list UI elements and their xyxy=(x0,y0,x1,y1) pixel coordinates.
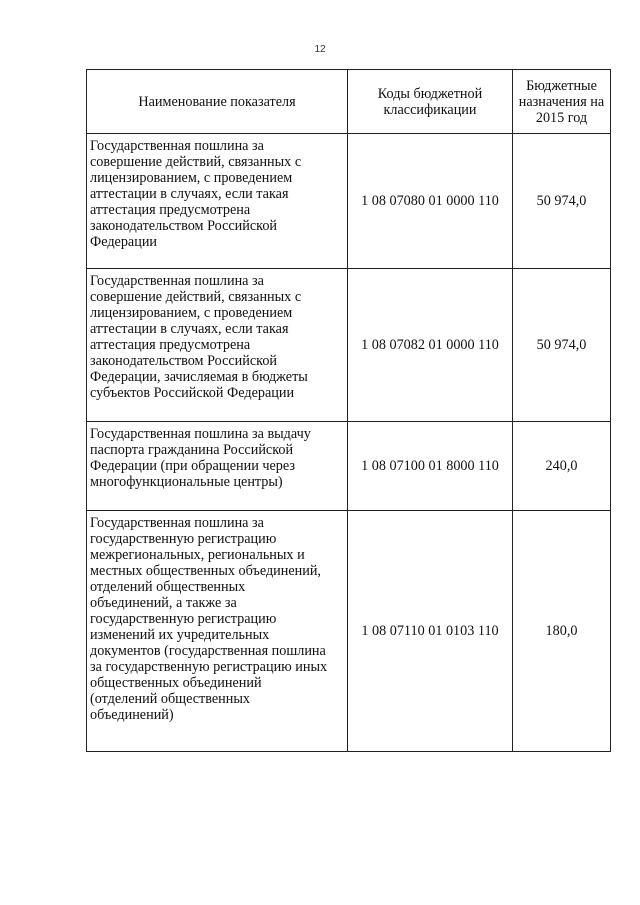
table-row xyxy=(87,511,611,752)
table-row xyxy=(87,422,611,511)
row-code: 1 08 07080 01 0000 110 xyxy=(348,134,513,269)
table-row xyxy=(87,134,611,269)
header-row xyxy=(87,70,611,134)
budget-table xyxy=(86,69,611,752)
row-name: Государственная пошлина за государственную регистрацию межрегиональных, региональных и местных общественных объединений, отделений общественных объединений, а также за государственную регистрацию изменений их учредительных документов (государственная пошлина за государственную регистрацию иных общественных объединений (отделений общественных объединений) xyxy=(87,511,348,752)
page-number: 12 xyxy=(314,44,326,55)
row-value: 240,0 xyxy=(513,422,611,511)
header-budget-assignments: Бюджетные назначения на 2015 год xyxy=(513,70,611,134)
row-code: 1 08 07082 01 0000 110 xyxy=(348,269,513,422)
table-header xyxy=(87,70,611,134)
row-code: 1 08 07110 01 0103 110 xyxy=(348,511,513,752)
row-code: 1 08 07100 01 8000 110 xyxy=(348,422,513,511)
header-indicator-name: Наименование показателя xyxy=(87,70,348,134)
row-value: 50 974,0 xyxy=(513,134,611,269)
row-value: 180,0 xyxy=(513,511,611,752)
row-value: 50 974,0 xyxy=(513,269,611,422)
row-name: Государственная пошлина за совершение действий, связанных с лицензированием, с проведением аттестации в случаях, если такая аттестация предусмотрена законодательством Российской Федерации, зачисляемая в бюджеты субъектов Российской Федерации xyxy=(87,269,348,422)
table-body xyxy=(87,134,611,752)
row-name: Государственная пошлина за совершение действий, связанных с лицензированием, с проведением аттестации в случаях, если такая аттестация предусмотрена законодательством Российской Федерации xyxy=(87,134,348,269)
header-budget-codes: Коды бюджетной классификации xyxy=(348,70,513,134)
row-name: Государственная пошлина за выдачу паспорта гражданина Российской Федерации (при обращении через многофункциональные центры) xyxy=(87,422,348,511)
table-row xyxy=(87,269,611,422)
